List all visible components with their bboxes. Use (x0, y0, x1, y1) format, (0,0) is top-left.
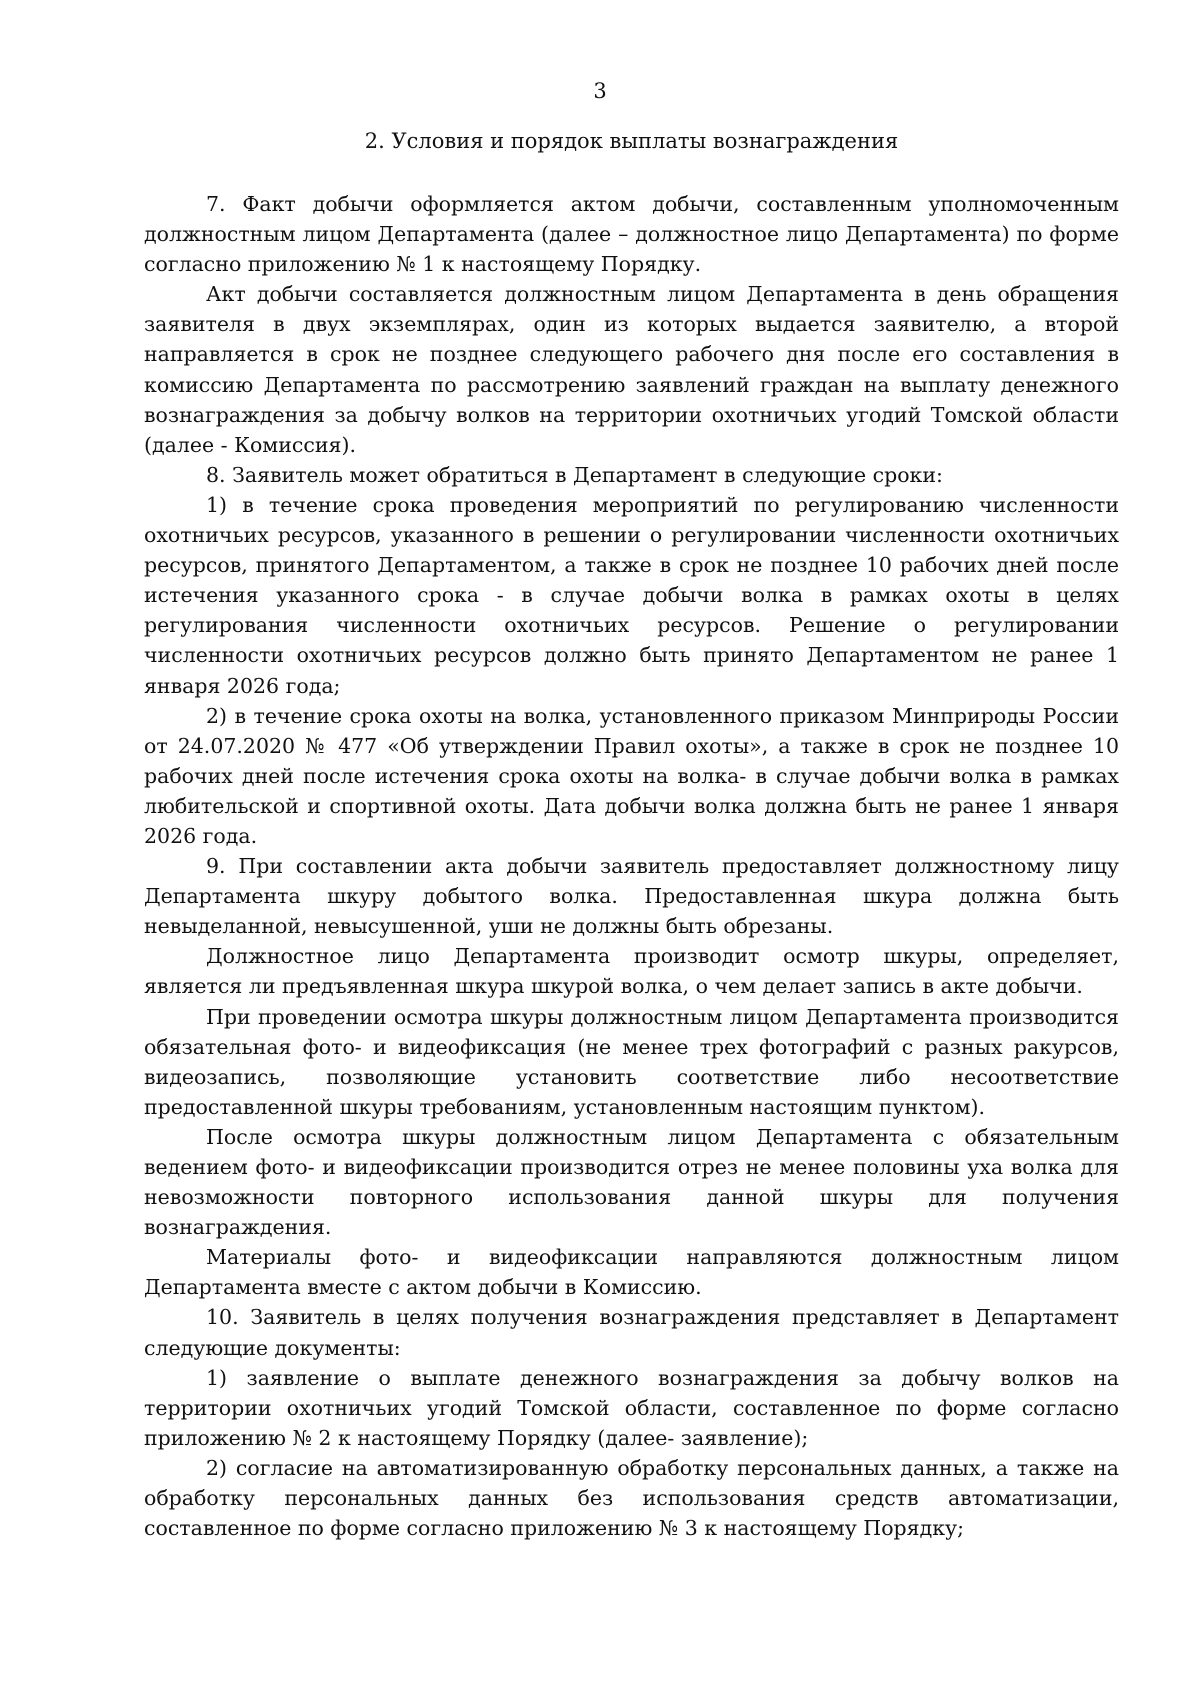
paragraph-10-item-1: 1) заявление о выплате денежного вознаграждения за добычу волков на территории охотничьих угодий Томской области, составленное по форме согласно приложению № 2 к настоящему Порядку (далее- заявление); (144, 1365, 1119, 1450)
document-body (144, 189, 1119, 1543)
paragraph-10-item-2: 2) согласие на автоматизированную обработку персональных данных, а также на обработку персональных данных без использования средств автоматизации, составленное по форме согласно приложению № 3 к настоящему Порядку; (144, 1455, 1119, 1541)
paragraph-photo-video: При проведении осмотра шкуры должностным лицом Департамента производится обязательная фото- и видеофиксация (не менее трех фотографий с разных ракурсов, видеозапись, позволяющие установить соответствие либо несоответствие предоставленной шкуры требованиям, установленным настоящим пунктом). (144, 1004, 1119, 1119)
paragraph-inspection: Должностное лицо Департамента производит осмотр шкуры, определяет, является ли предъявленная шкура шкурой волка, о чем делает запись в акте добычи. (144, 944, 1119, 999)
paragraph-8-item-2: 2) в течение срока охоты на волка, установленного приказом Минприроды России от 24.07.2020 № 477 «Об утверждении Правил охоты», а также в срок не позднее 10 рабочих дней после истечения срока охоты на волка- в случае добычи волка в рамках любительской и спортивной охоты. Дата добычи волка должна быть не ранее 1 января 2026 года. (144, 703, 1119, 848)
paragraph-ear-cut: После осмотра шкуры должностным лицом Департамента с обязательным ведением фото- и видеофиксации производится отрез не менее половины уха волка для невозможности повторного использования данной шкуры для получения вознаграждения. (144, 1124, 1119, 1240)
paragraph-9: 9. При составлении акта добычи заявитель предоставляет должностному лицу Департамента шкуру добытого волка. Предоставленная шкура должна быть невыделанной, невысушенной, уши не должны быть обрезаны. (144, 854, 1119, 939)
paragraph-8: 8. Заявитель может обратиться в Департамент в следующие сроки: (206, 462, 943, 487)
paragraph-8-item-1: 1) в течение срока проведения мероприятий по регулированию численности охотничьих ресурсов, указанного в решении о регулировании численности охотничьих ресурсов, принятого Департаментом, а также в срок не позднее 10 рабочих дней после истечения указанного срока - в случае добычи волка в рамках охоты в целях регулирования численности охотничьих ресурсов. Решение о регулировании численности охотничьих ресурсов должно быть принято Департаментом не ранее 1 января 2026 года; (144, 492, 1119, 698)
paragraph-act-drafting: Акт добычи составляется должностным лицом Департамента в день обращения заявителя в двух экземплярах, один из которых выдается заявителю, а второй направляется в срок не позднее следующего рабочего дня после его составления в комиссию Департамента по рассмотрению заявлений граждан на выплату денежного вознаграждения за добычу волков на территории охотничьих угодий Томской области (далее - Комиссия). (144, 282, 1119, 457)
paragraph-7: 7. Факт добычи оформляется актом добычи, составленным уполномоченным должностным лицом Департамента (далее – должностное лицо Департамента) по форме согласно приложению № 1 к настоящему Порядку. (144, 192, 1119, 277)
section-title: 2. Условия и порядок выплаты вознаграждения (364, 129, 899, 153)
paragraph-materials: Материалы фото- и видеофиксации направляются должностным лицом Департамента вместе с актом добычи в Комиссию. (144, 1245, 1119, 1300)
paragraph-10: 10. Заявитель в целях получения вознаграждения представляет в Департамент следующие документы: (144, 1305, 1119, 1360)
page-number: 3 (593, 79, 607, 103)
